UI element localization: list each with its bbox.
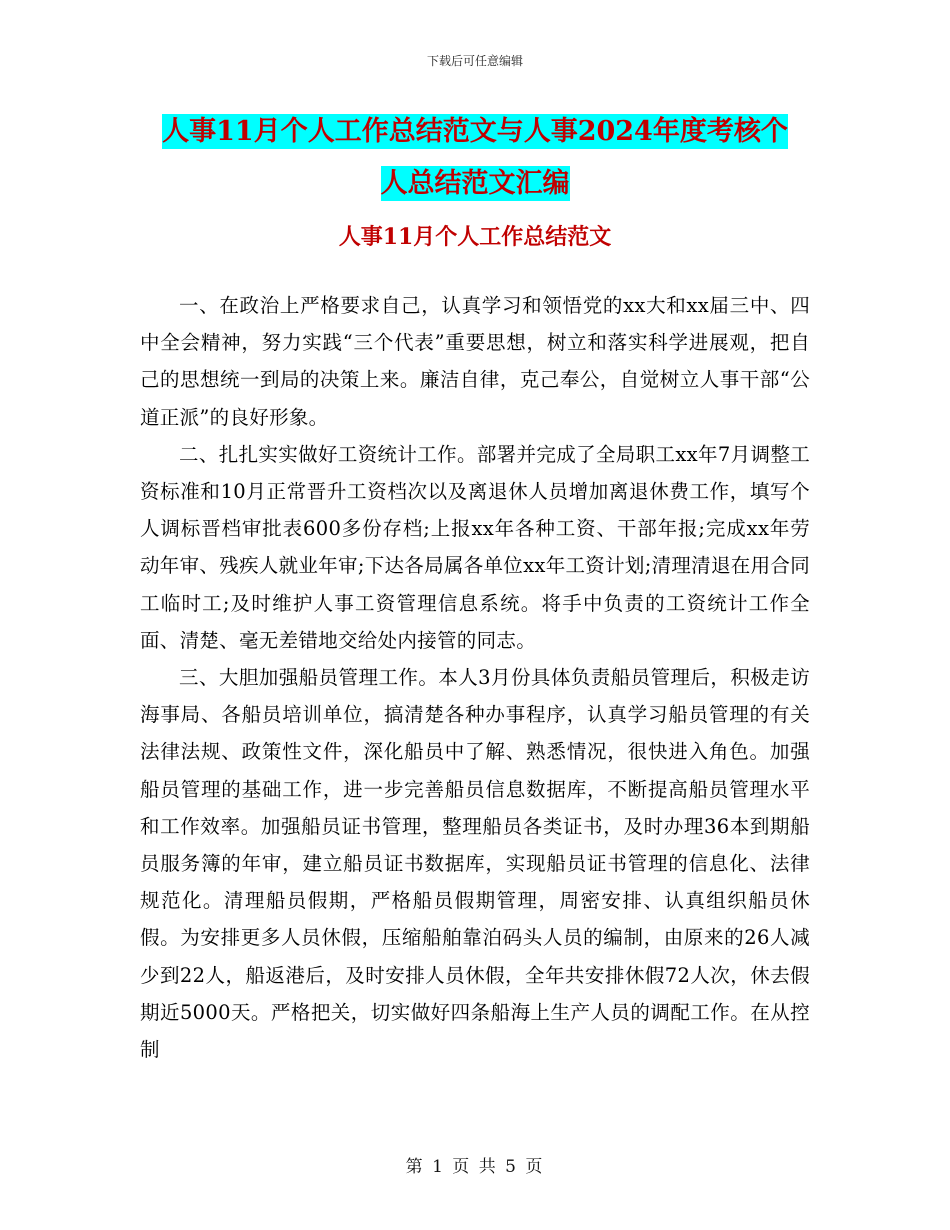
document-title-line-1: 人事11月个人工作总结范文与人事2024年度考核个 — [162, 116, 788, 147]
paragraph-3: 三、大胆加强船员管理工作。本人3月份具体负责船员管理后，积极走访海事局、各船员培训单位，搞清楚各种办事程序，认真学习船员管理的有关法律法规、政策性文件，深化船员中了解、熟悉情况，很快进入角色。加强船员管理的基础工作，进一步完善船员信息数据库，不断提高船员管理水平和工作效率。加强船员证书管理，整理船员各类证书，及时办理36本到期船员服务簿的年审，建立船员证书数据库，实现船员证书管理的信息化、法律规范化。清理船员假期，严格船员假期管理，周密安排、认真组织船员休假。为安排更多人员休假，压缩船舶靠泊码头人员的编制，由原来的26人减少到22人，船返港后，及时安排人员休假，全年共安排休假72人次，休去假期近5000天。严格把关，切实做好四条船海上生产人员的调配工作。在从控制 — [140, 666, 810, 1062]
paragraph-1: 一、在政治上严格要求自己，认真学习和领悟党的xx大和xx届三中、四中全会精神，努力实践“三个代表”重要思想，树立和落实科学进展观，把自己的思想统一到局的决策上来。廉洁自律，克己奉公，自觉树立人事干部“公道正派”的良好形象。 — [140, 294, 810, 429]
paragraph-2: 二、扎扎实实做好工资统计工作。部署并完成了全局职工xx年7月调整工资标准和10月正常晋升工资档次以及离退休人员增加离退休费工作，填写个人调标晋档审批表600多份存档;上报xx年各种工资、干部年报;完成xx年劳动年审、残疾人就业年审;下达各局属各单位xx年工资计划;清理清退在用合同工临时工;及时维护人事工资管理信息系统。将手中负责的工资统计工作全面、清楚、毫无差错地交给处内接管的同志。 — [140, 442, 810, 652]
document-body — [140, 287, 810, 1068]
document-title-line-2: 人总结范文汇编 — [380, 168, 570, 199]
section-title: 人事11月个人工作总结范文 — [338, 224, 612, 250]
document-title — [140, 106, 810, 210]
page-header: 下载后可任意编辑 — [426, 54, 523, 68]
page-footer: 第 1 页 共 5 页 — [405, 1157, 545, 1177]
